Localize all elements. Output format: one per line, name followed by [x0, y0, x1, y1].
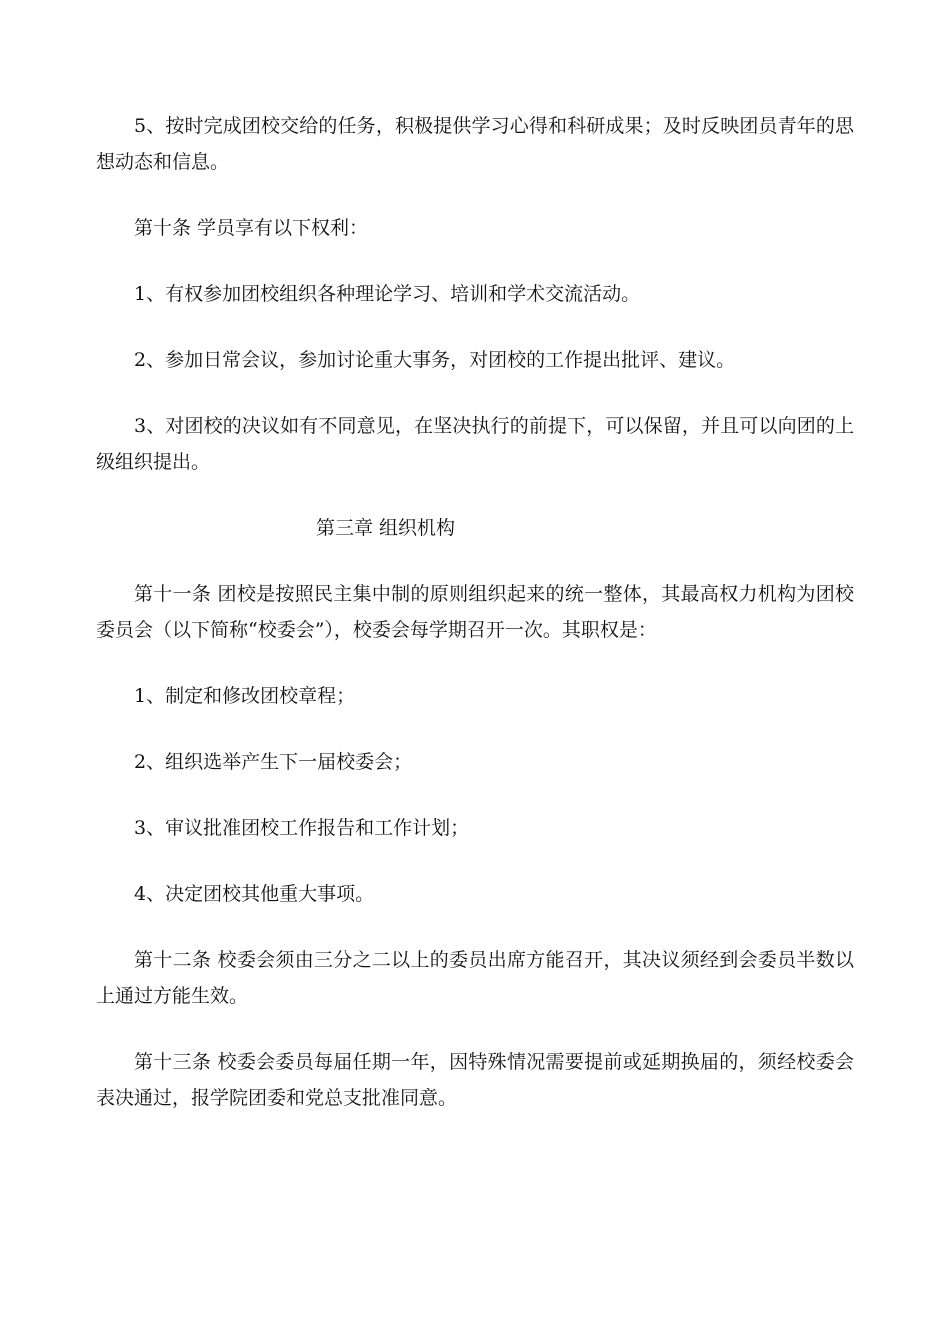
paragraph-item-5-duty: 5、按时完成团校交给的任务，积极提供学习心得和科研成果；及时反映团员青年的思想动态和信息。 [96, 115, 854, 173]
article-12-text: 第十二条 校委会须由三分之二以上的委员出席方能召开，其决议须经到会委员半数以上通过方能生效。 [96, 949, 854, 1007]
power-item-4: 4、决定团校其他重大事项。 [134, 883, 375, 905]
paragraph-right-1: 1、有权参加团校组织各种理论学习、培训和学术交流活动。 [134, 283, 641, 305]
power-item-1: 1、制定和修改团校章程； [134, 685, 356, 707]
paragraph-right-2: 2、参加日常会议，参加讨论重大事务，对团校的工作提出批评、建议。 [134, 349, 736, 371]
article-13-text: 第十三条 校委会委员每届任期一年，因特殊情况需要提前或延期换届的，须经校委会表决通过，报学院团委和党总支批准同意。 [96, 1051, 854, 1109]
power-item-2: 2、组织选举产生下一届校委会； [134, 751, 413, 773]
article-10-heading: 第十条 学员享有以下权利： [134, 217, 369, 239]
paragraph-right-3: 3、对团校的决议如有不同意见，在坚决执行的前提下，可以保留，并且可以向团的上级组织提出。 [96, 415, 854, 473]
power-item-3: 3、审议批准团校工作报告和工作计划； [134, 817, 470, 839]
chapter-3-title: 第三章 组织机构 [316, 517, 456, 539]
article-11-text: 第十一条 团校是按照民主集中制的原则组织起来的统一整体，其最高权力机构为团校委员会（以下简称“校委会”），校委会每学期召开一次。其职权是： [96, 583, 854, 641]
